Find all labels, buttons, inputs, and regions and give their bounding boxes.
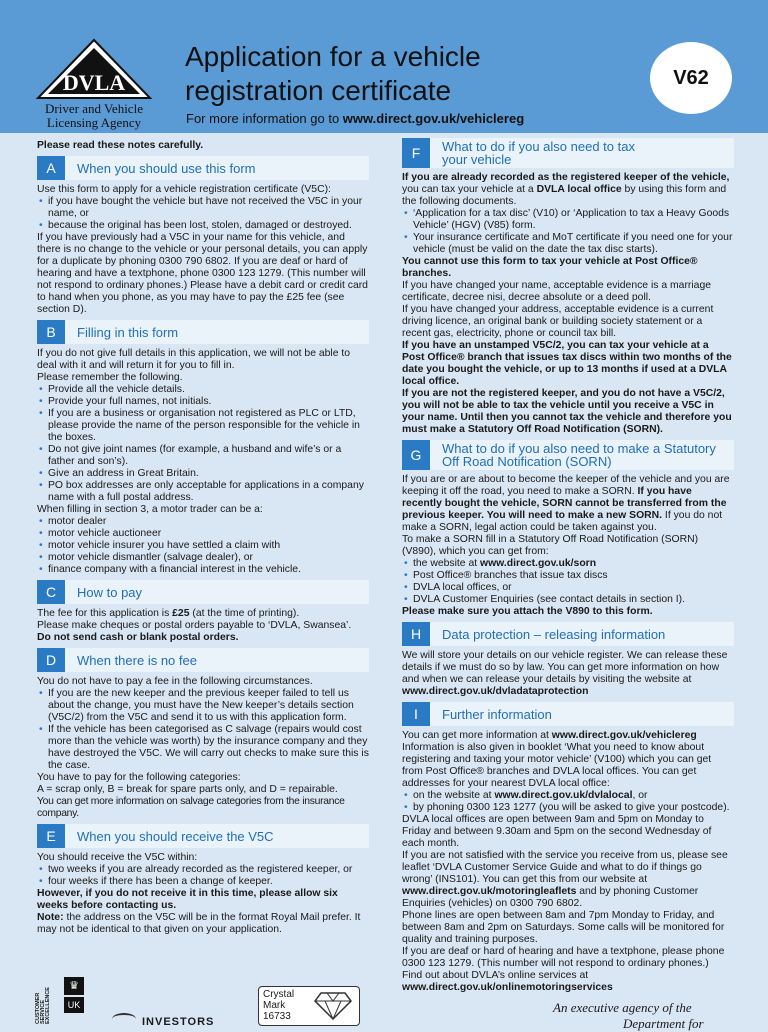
bold-text: DVLA local office: [536, 184, 622, 195]
note-label: Note:: [37, 912, 64, 923]
text: , or: [632, 790, 648, 801]
list-item: • If you are a business or organisation not registered as PLC or LTD, please provide the name of the person responsible for the vehicle in the boxes.: [37, 408, 369, 444]
list-item: • If the vehicle has been categorised as C salvage (repairs would cost more than the vehicle was worth) by the insurance company and they have destroyed the V5C. We will carry out checks to make sure this is the case.: [37, 724, 369, 772]
fee-prefix: The fee for this application is: [37, 608, 173, 619]
section-d-p1: You do not have to pay a fee in the following circumstances.: [37, 676, 313, 687]
section-f-heading: [402, 138, 734, 168]
note-text: the address on the V5C will be in the format Royal Mail prefer. It may not be identical to that given on your application.: [37, 912, 361, 935]
section-d-p3: A = scrap only, B = break for spare parts only, and D = repairable.: [37, 784, 338, 795]
section-d-heading: [37, 648, 369, 672]
header-band: [0, 0, 768, 133]
section-title: How to pay: [77, 584, 143, 600]
section-b-list2: [37, 516, 369, 576]
list-item: • motor vehicle dismantler (salvage dealer), or: [37, 552, 369, 564]
list-item: • Provide all the vehicle details.: [37, 384, 369, 396]
section-letter: D: [37, 648, 65, 672]
section-g-p2: To make a SORN fill in a Statutory Off Road Notification (SORN) (V890), which you can get from:: [402, 534, 699, 557]
section-i-p1: [402, 730, 734, 790]
section-h-heading: [402, 622, 734, 646]
list-item: • by phoning 0300 123 1277 (you will be asked to give your postcode).: [402, 802, 734, 814]
section-c-p3: Do not send cash or blank postal orders.: [37, 632, 239, 643]
section-letter: I: [402, 702, 430, 726]
title-line2: registration certificate: [185, 75, 452, 106]
section-title: [442, 442, 716, 468]
bold-text: If you have recently bought the vehicle, SORN cannot be transferred from the previous keeper. You will need to make a new SORN.: [402, 486, 727, 521]
section-title: When you should receive the V5C: [77, 828, 274, 844]
section-i-p5: If you are deaf or hard of hearing and have a textphone, please phone 0300 123 1279. (This number will not respond to ordinary phones.): [402, 946, 725, 969]
section-b-p2: Please remember the following.: [37, 372, 183, 383]
crystal-icon: [313, 991, 353, 1021]
list-item: • PO box addresses are only acceptable for applications in a company name with a full postal address.: [37, 480, 369, 504]
dvlalocal-link[interactable]: www.direct.gov.uk/dvlalocal: [494, 790, 633, 801]
logo-text: DVLA: [62, 70, 126, 95]
section-d-p2: You have to pay for the following categories:: [37, 772, 241, 783]
section-title: When there is no fee: [77, 652, 197, 668]
section-i-p2: DVLA local offices are open between 9am and 5pm on Monday to Friday and between 9.30am and 5pm on the second Wednesday of each month.: [402, 814, 712, 849]
section-c-p1: [37, 608, 369, 620]
section-e-list: [37, 864, 369, 888]
section-g-p1: [402, 474, 734, 534]
section-i-p4: Phone lines are open between 8am and 7pm Monday to Friday, and between 8am and 2pm on Saturdays. Some calls will be monitored for quality and training purposes.: [402, 910, 725, 945]
text: Information is also given in booklet ‘What you need to know about registering and taxing your motor vehicle’ (V100) which you can get from Post Office® branches and DVLA local offices. You can get addresses for your nearest DVLA local office:: [402, 742, 712, 789]
crown-icon: ♛: [64, 977, 84, 995]
section-g-p3: Please make sure you attach the V890 to this form.: [402, 606, 653, 617]
section-b-list: [37, 384, 369, 504]
section-letter: A: [37, 156, 65, 180]
section-letter: E: [37, 824, 65, 848]
dvla-logo: [34, 38, 154, 133]
list-item: • ‘Application for a tax disc’ (V10) or ‘Application to tax a Heavy Goods Vehicle’ (HGV) (V85) form.: [402, 208, 734, 232]
section-title: [442, 140, 635, 166]
section-f-p1: [402, 172, 734, 208]
text: on the website at: [413, 790, 495, 801]
title-line2: Off Road Notification (SORN): [442, 454, 612, 469]
section-f-p5: If you have an unstamped V5C/2, you can tax your vehicle at a Post Office® branch that issues tax discs within two months of the date you bought the vehicle, or up to 13 months if used at a DVLA local office.: [402, 340, 732, 387]
list-item: • four weeks if there has been a change of keeper.: [37, 876, 369, 888]
list-item: • motor vehicle auctioneer: [37, 528, 369, 540]
list-item: • two weeks if you are already recorded as the registered keeper, or: [37, 864, 369, 876]
list-item: • Your insurance certificate and MoT certificate if you need one for your vehicle (must be valid on the date the tax disc starts).: [402, 232, 734, 256]
section-title: Filling in this form: [77, 324, 179, 340]
online-services-link[interactable]: www.direct.gov.uk/onlinemotoringservices: [402, 982, 613, 993]
section-e-heading: [37, 824, 369, 848]
section-letter: H: [402, 622, 430, 646]
investors-icon: [112, 1013, 136, 1025]
data-protection-link[interactable]: www.direct.gov.uk/dvladataprotection: [402, 686, 589, 697]
crystal-line3: 16733: [263, 1011, 291, 1022]
crystal-line1: Crystal: [263, 989, 295, 1000]
dvla-triangle-icon: [34, 38, 154, 102]
section-c-p2: Please make cheques or postal orders payable to ‘DVLA, Swansea’.: [37, 620, 352, 631]
text: You can get more information at: [402, 730, 552, 741]
list-item: • If you are the new keeper and the previous keeper failed to tell us about the change, you must have the New keeper’s details section (V5C/2) from the V5C and send it to us with this application form.: [37, 688, 369, 724]
section-letter: C: [37, 580, 65, 604]
section-d-list: [37, 688, 369, 772]
section-b-p1: If you do not give full details in this application, we will not be able to deal with it and will return it for you to fill in.: [37, 348, 351, 371]
section-i-list: [402, 790, 734, 814]
list-item: • if you have bought the vehicle but have not received the V5C in your name, or: [37, 196, 369, 220]
form-code-badge: V62: [650, 42, 732, 114]
list-item: • motor vehicle insurer you have settled a claim with: [37, 540, 369, 552]
title-line1: What to do if you also need to make a Statutory: [442, 441, 716, 456]
list-item: [402, 790, 734, 802]
section-i-p6: Find out about DVLA’s online services at: [402, 970, 589, 981]
customer-excellence-logo: CUSTOMER SERVICE EXCELLENCE: [35, 987, 51, 1024]
list-item: • Do not give joint names (for example, a husband and wife’s or a father and son’s).: [37, 444, 369, 468]
section-letter: G: [402, 440, 430, 470]
title-line1: What to do if you also need to tax: [442, 139, 635, 154]
list-item: • DVLA local offices, or: [402, 582, 734, 594]
more-info-link[interactable]: www.direct.gov.uk/vehiclereg: [342, 111, 525, 126]
executive-agency-text: [553, 1000, 753, 1032]
left-column: [37, 138, 369, 936]
agency-footer-line2: Department for: [623, 1016, 704, 1031]
investors-logo: [112, 1013, 214, 1028]
section-e-p1: You should receive the V5C within:: [37, 852, 198, 863]
investors-text: INVESTORS: [142, 1016, 215, 1028]
section-f-p6: If you are not the registered keeper, and you do not have a V5C/2, you will not be able to tax the vehicle until you receive a V5C in your name. Until then you cannot tax the vehicle and therefore you must make a Statutory Off Road Notification (SORN).: [402, 388, 732, 435]
section-f-list: [402, 208, 734, 256]
section-g-heading: [402, 440, 734, 470]
list-item: • Provide your full names, not initials.: [37, 396, 369, 408]
list-item: • motor dealer: [37, 516, 369, 528]
section-a-p1: Use this form to apply for a vehicle registration certificate (V5C):: [37, 184, 331, 195]
section-title: Further information: [442, 706, 552, 722]
right-column: [402, 138, 734, 994]
section-title: Data protection – releasing information: [442, 626, 666, 642]
section-i-heading: [402, 702, 734, 726]
crystal-line2: Mark: [263, 1000, 286, 1011]
title-line1: Application for a vehicle: [185, 41, 481, 72]
text: and by phoning Customer Enquiries (vehicles) on 0300 790 6802.: [402, 886, 699, 909]
section-letter: B: [37, 320, 65, 344]
section-g-list: [402, 558, 734, 606]
list-item: [402, 558, 734, 570]
section-letter: F: [402, 138, 430, 168]
vehiclereg-link[interactable]: www.direct.gov.uk/vehiclereg: [551, 730, 697, 741]
text: If you are not satisfied with the service you receive from us, please see leaflet ‘DVLA Customer Service Guide and what to do if things go wrong’ (INS101). You can get this from our website at: [402, 850, 728, 885]
section-i-p3: [402, 850, 734, 910]
intro-text: Please read these notes carefully.: [37, 140, 204, 151]
fee-suffix: (at the time of printing).: [189, 608, 300, 619]
bold-text: If you are already recorded as the registered keeper of the vehicle,: [402, 172, 730, 183]
fee-amount: £25: [172, 608, 190, 619]
section-title: When you should use this form: [77, 160, 256, 176]
list-item: • DVLA Customer Enquiries (see contact details in section I).: [402, 594, 734, 606]
section-b-p3: When filling in section 3, a motor trader can be a:: [37, 504, 263, 515]
section-c-heading: [37, 580, 369, 604]
more-info-text: For more information go to: [186, 111, 343, 126]
crystal-mark-text: [263, 989, 294, 1022]
page-title: [185, 40, 481, 108]
agency-line1: Driver and Vehicle: [45, 101, 143, 116]
leaflets-link[interactable]: www.direct.gov.uk/motoringleaflets: [402, 886, 577, 897]
more-info: [186, 111, 524, 126]
text: by using this form and the following documents.: [402, 184, 727, 207]
list-item: • finance company with a financial interest in the vehicle.: [37, 564, 369, 576]
crystal-mark: [258, 986, 360, 1026]
list-item: • Post Office® branches that issue tax discs: [402, 570, 734, 582]
agency-line2: Licensing Agency: [46, 115, 142, 130]
sorn-link[interactable]: www.direct.gov.uk/sorn: [480, 558, 597, 569]
text: you can tax your vehicle at a: [402, 184, 537, 195]
section-e-p3: [37, 912, 369, 936]
title-line2: your vehicle: [442, 152, 512, 167]
list-item: • because the original has been lost, stolen, damaged or destroyed.: [37, 220, 369, 232]
text: the website at: [413, 558, 481, 569]
list-item: • Give an address in Great Britain.: [37, 468, 369, 480]
agency-footer-line1: An executive agency of the: [553, 1000, 692, 1015]
section-a-list: [37, 196, 369, 232]
footer-logos: [35, 975, 236, 1028]
text: If you are or are about to become the keeper of the vehicle and you are keeping it off the road, you need to make a SORN.: [402, 474, 730, 497]
section-f-p4: If you have changed your address, acceptable evidence is a current driving licence, an original bank or building society statement or a recent gas, electricity, phone or council tax bill.: [402, 304, 714, 339]
uk-badge: UK: [64, 997, 84, 1013]
section-e-p2: However, if you do not receive it in this time, please allow six weeks before contacting us.: [37, 888, 338, 911]
agency-name: [34, 102, 154, 130]
section-h-p1: We will store your details on our vehicle register. We can release these details if we must do so by law. You can get more information on how and when we can release your details by visiting the website at: [402, 650, 728, 685]
section-f-p3: If you have changed your name, acceptable evidence is a marriage certificate, decree nisi, decree absolute or a deed poll.: [402, 280, 712, 303]
text: If you do not make a SORN, legal action could be taken against you.: [402, 510, 723, 533]
section-a-heading: [37, 156, 369, 180]
section-f-p2: You cannot use this form to tax your vehicle at Post Office® branches.: [402, 256, 698, 279]
section-a-p2: If you have previously had a V5C in your name for this vehicle, and there is no change to the vehicle or your personal details, you can apply for a duplicate by phoning 0300 790 6802. If you are deaf or hard of hearing and have a textphone, phone 0300 123 1279. (This number will not respond to ordinary phones.) Please have a debit card or credit card to hand when you phone, as you may have to pay the £25 fee (see section D).: [37, 232, 368, 315]
section-d-p4: You can get more information on salvage categories from the insurance company.: [37, 796, 345, 819]
section-b-heading: [37, 320, 369, 344]
